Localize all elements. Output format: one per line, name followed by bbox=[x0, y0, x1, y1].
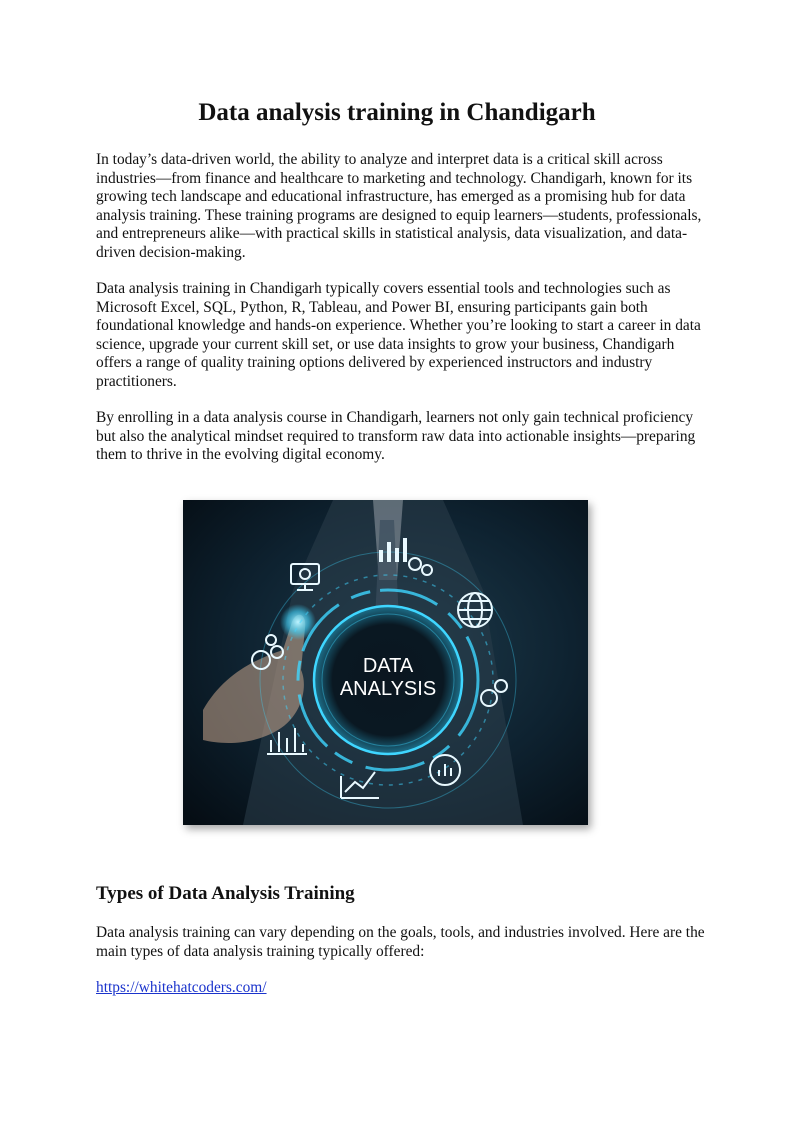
section-paragraph: Data analysis training can vary depending on the goals, tools, and industries involved. Here are the main types of data analysis training typically offered: bbox=[96, 924, 705, 960]
figure-label-data: DATA bbox=[362, 655, 414, 677]
data-analysis-image bbox=[183, 500, 588, 825]
intro-paragraph: In today’s data-driven world, the ability to analyze and interpret data is a critical skill across industries—from finance and healthcare to marketing and technology. Chandigarh, known for its growing tech landscape and educational infrastructure, has emerged as a promising hub for data analysis training. These training programs are designed to equip learners—students, professionals, and entrepreneurs alike—with practical skills in statistical analysis, data visualization, and data-driven decision-making. bbox=[96, 151, 702, 261]
website-link[interactable]: https://whitehatcoders.com/ bbox=[96, 979, 267, 996]
tools-paragraph: Data analysis training in Chandigarh typically covers essential tools and technologies such as Microsoft Excel, SQL, Python, R, Tableau, and Power BI, ensuring participants gain both foundational knowledge and hands-on experience. Whether you’re looking to start a career in data science, upgrade your current skill set, or use data insights to grow your business, Chandigarh offers a range of quality training options delivered by experienced instructors and industry practitioners. bbox=[96, 280, 701, 390]
page-title: Data analysis training in Chandigarh bbox=[198, 99, 596, 126]
figure-label-analysis: ANALYSIS bbox=[339, 678, 437, 700]
section-heading: Types of Data Analysis Training bbox=[96, 883, 355, 904]
enrollment-paragraph: By enrolling in a data analysis course in Chandigarh, learners not only gain technical proficiency but also the analytical mindset required to transform raw data into actionable insights—preparing them to thrive in the evolving digital economy. bbox=[96, 409, 696, 464]
